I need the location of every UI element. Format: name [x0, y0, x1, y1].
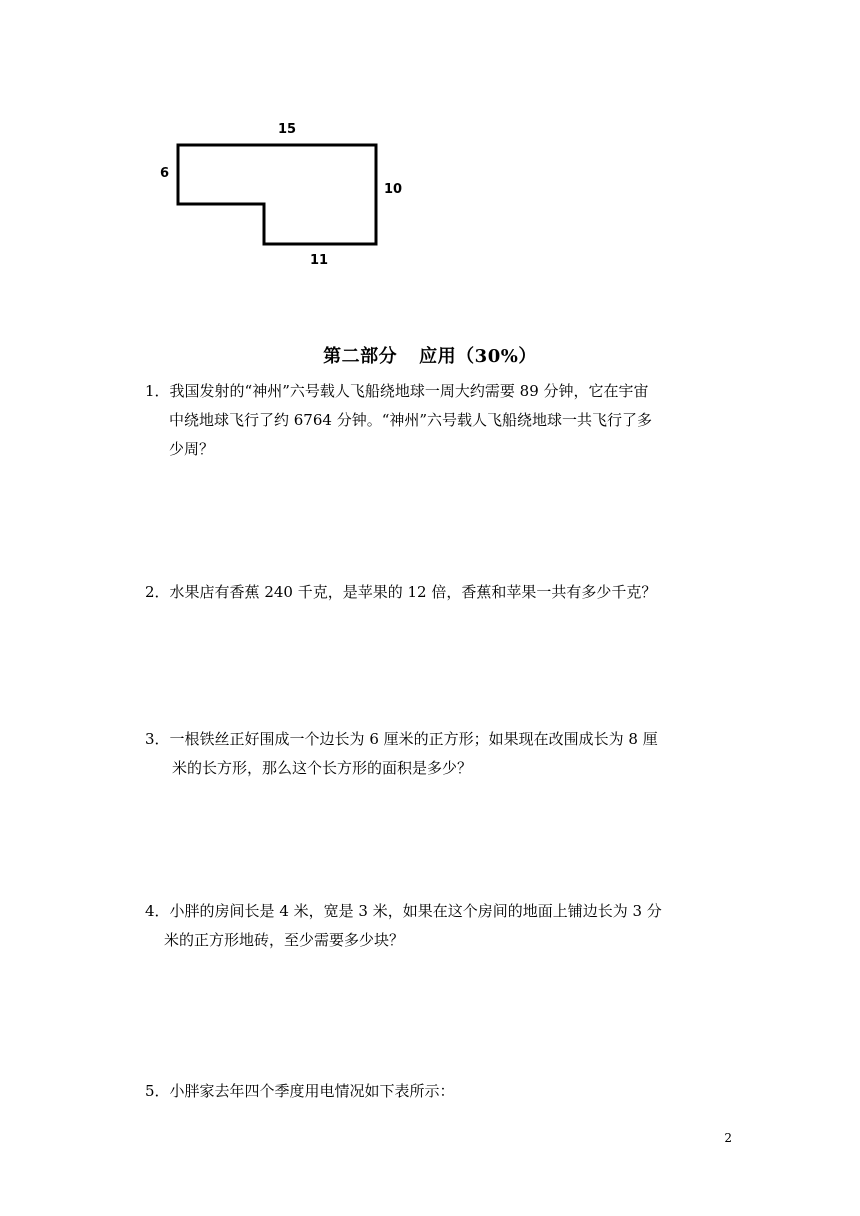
section-title: [0, 342, 860, 368]
question-2: [145, 578, 745, 607]
question-number: 5．: [145, 1082, 170, 1100]
question-5: [145, 1077, 745, 1106]
question-text: 中绕地球飞行了约 6764 分钟。“神州”六号载人飞船绕地球一共飞行了多: [169, 411, 653, 429]
question-text: 米的长方形，那么这个长方形的面积是多少？: [172, 759, 473, 777]
question-number: 4．: [145, 902, 170, 920]
question-4: [145, 897, 745, 955]
question-text: 米的正方形地砖，至少需要多少块？: [164, 931, 405, 949]
question-text: 一根铁丝正好围成一个边长为 6 厘米的正方形；如果现在改围成长为 8 厘: [169, 730, 658, 748]
question-number: 2．: [145, 583, 170, 601]
label-top-length: 15: [278, 122, 297, 137]
label-left-length: 6: [160, 166, 170, 181]
label-bottom-length: 11: [310, 253, 329, 268]
label-right-length: 10: [384, 182, 403, 197]
l-shape-outline: [150, 115, 410, 275]
question-number: 1．: [145, 382, 170, 400]
question-text: 小胖的房间长是 4 米，宽是 3 米，如果在这个房间的地面上铺边长为 3 分: [169, 902, 662, 920]
question-1: [145, 377, 745, 464]
section-title-rest: 应用（30%）: [419, 346, 537, 367]
question-3: [145, 725, 745, 783]
question-number: 3．: [145, 730, 170, 748]
section-title-part: 第二部分: [323, 346, 398, 367]
l-shape-figure: [150, 115, 410, 275]
question-text: 水果店有香蕉 240 千克，是苹果的 12 倍，香蕉和苹果一共有多少千克？: [169, 583, 657, 601]
question-text: 少周？: [169, 440, 215, 458]
question-text: 小胖家去年四个季度用电情况如下表所示：: [169, 1082, 455, 1100]
question-text: 我国发射的“神州”六号载人飞船绕地球一周大约需要 89 分钟，它在宇宙: [169, 382, 649, 400]
page-number: 2: [724, 1131, 732, 1145]
